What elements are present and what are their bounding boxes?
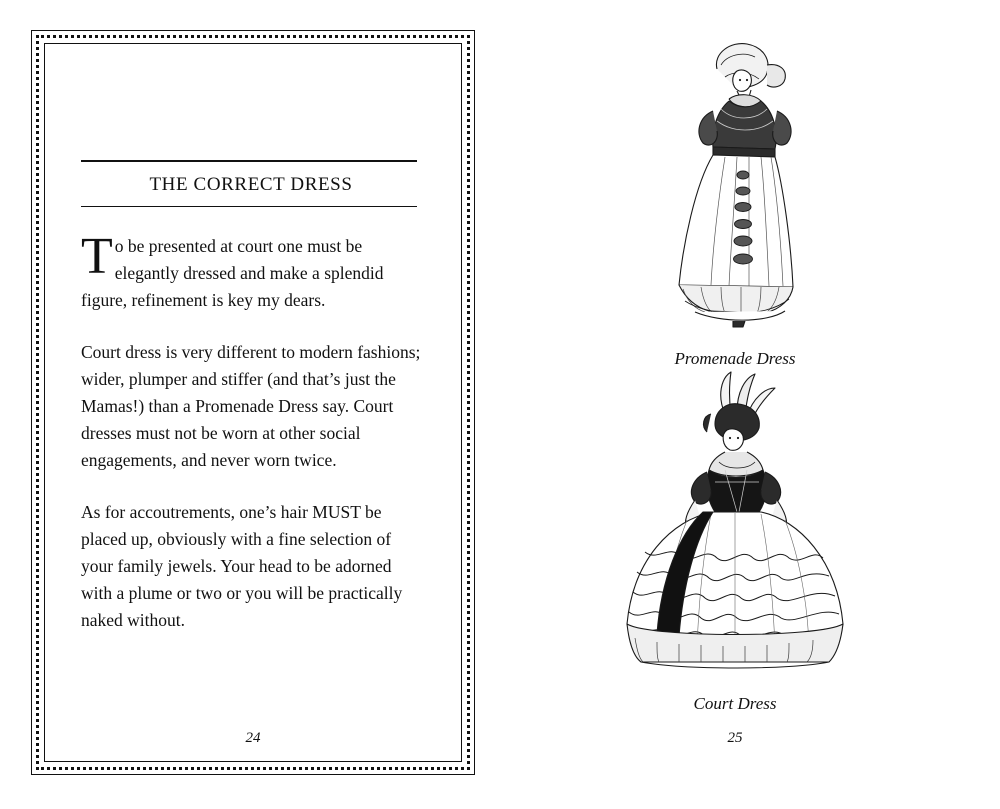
court-dress-illustration: [575, 370, 895, 690]
page-text-block: [81, 160, 421, 634]
plate-caption-court: Court Dress: [693, 694, 777, 713]
page-title: THE CORRECT DRESS: [149, 174, 353, 195]
right-page: [500, 30, 970, 775]
paragraph-3: As for accoutrements, one’s hair MUST be placed up, obviously with a fine selection of your family jewels. Your head to be adorned with a plume or two or you will be practically naked without.: [81, 502, 403, 630]
page-number-left: 24: [245, 730, 261, 746]
paragraph-2: Court dress is very different to modern fashions; wider, plumper and stiffer (and that’s just the Mamas!) than a Promenade Dress say. Court dresses must not be worn at other social engagements, and never worn twice.: [81, 342, 421, 470]
paragraph-1: [81, 228, 421, 314]
left-page: [31, 30, 475, 775]
plate-court-dress: [500, 370, 970, 714]
paragraph-1-text: o be presented at court one must be elegantly dressed and make a splendid figure, refinement is key my dears.: [81, 236, 384, 310]
drop-cap: T: [81, 228, 113, 285]
title-rule-bottom: [81, 206, 417, 207]
plate-promenade-dress: [500, 35, 970, 369]
promenade-dress-illustration: [625, 35, 845, 345]
page-number-right: 25: [727, 730, 743, 746]
body-copy: [81, 228, 421, 634]
plate-caption-promenade: Promenade Dress: [674, 349, 796, 368]
